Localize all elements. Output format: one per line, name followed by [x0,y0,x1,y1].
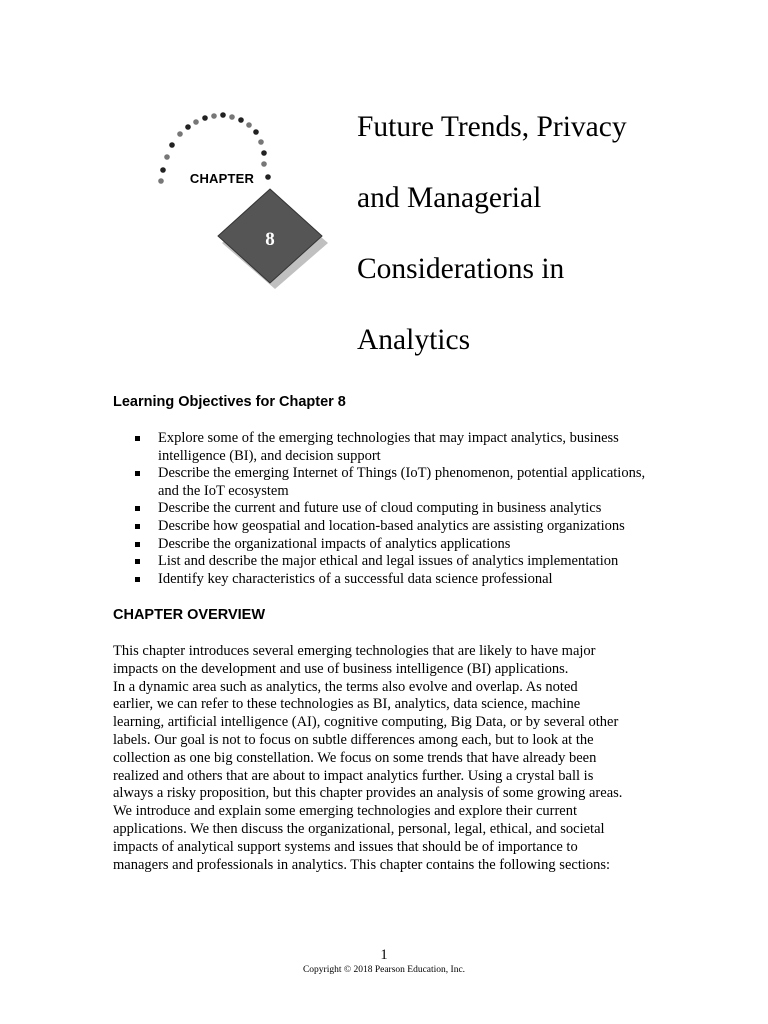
overview-line: impacts of analytical support systems and issues that should be of importance to [113,838,578,855]
chapter-label: CHAPTER [189,171,255,186]
chapter-overview-text [113,643,648,874]
overview-line: labels. Our goal is not to focus on subtle differences among each, but to look at the [113,731,594,748]
objective-item: Describe how geospatial and location-based analytics are assisting organizations [158,518,658,536]
overview-line: In a dynamic area such as analytics, the terms also evolve and overlap. As noted [113,678,578,695]
overview-line: applications. We then discuss the organizational, personal, legal, ethical, and societal [113,820,605,837]
overview-line: collection as one big constellation. We focus on some trends that have already been [113,749,597,766]
page-number: 1 [380,947,388,963]
learning-objectives-heading: Learning Objectives for Chapter 8 [113,394,346,410]
chapter-title [357,92,757,376]
chapter-title-line: and Managerial [357,182,542,214]
objective-item: Describe the emerging Internet of Things (IoT) phenomenon, potential applications, and the IoT ecosystem [158,465,658,500]
copyright-notice: Copyright © 2018 Pearson Education, Inc. [302,965,466,975]
objective-item: Explore some of the emerging technologies that may impact analytics, business intelligence (BI), and decision support [158,430,658,465]
overview-line: managers and professionals in analytics. This chapter contains the following sections: [113,856,611,873]
overview-line: always a risky proposition, but this chapter provides an analysis of some growing areas. [113,785,623,802]
chapter-overview-heading: CHAPTER OVERVIEW [113,607,266,623]
chapter-title-line: Analytics [357,324,471,356]
chapter-badge [150,105,330,295]
overview-line: impacts on the development and use of business intelligence (BI) applications. [113,660,569,677]
overview-line: This chapter introduces several emerging technologies that are likely to have major [113,643,596,659]
chapter-title-line: Future Trends, Privacy [357,111,627,143]
objective-item: Identify key characteristics of a successful data science professional [158,571,658,589]
chapter-badge-graphic [150,105,330,295]
overview-line: We introduce and explain some emerging technologies and explore their current [113,803,578,820]
objective-item: Describe the current and future use of cloud computing in business analytics [158,500,658,518]
learning-objectives-list [158,430,658,588]
overview-line: realized and others that are about to impact analytics further. Using a crystal ball is [113,767,594,784]
objective-item: Describe the organizational impacts of analytics applications [158,536,658,554]
overview-line: learning, artificial intelligence (AI), cognitive computing, Big Data, or by several other [113,714,619,731]
chapter-number: 8 [265,229,275,250]
objective-item: List and describe the major ethical and legal issues of analytics implementation [158,553,658,571]
chapter-title-line: Considerations in [357,253,565,285]
overview-line: earlier, we can refer to these technologies as BI, analytics, data science, machine [113,696,581,713]
